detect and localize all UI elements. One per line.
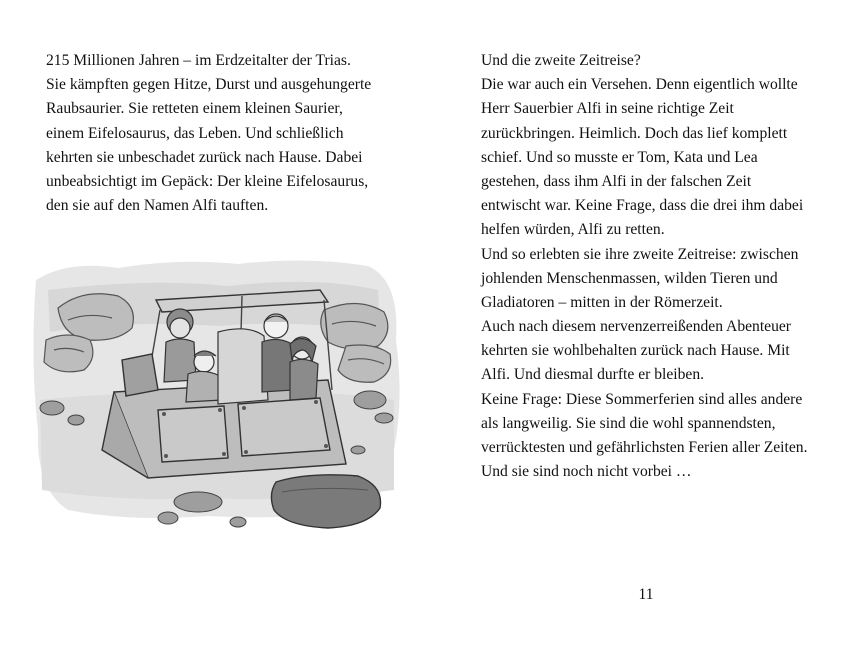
left-page xyxy=(0,0,426,648)
foreground-boulder xyxy=(271,475,380,528)
text-line: Alfi. Und diesmal durfte er bleiben. xyxy=(481,366,705,384)
text-line: Und so erlebten sie ihre zweite Zeitreise: zwischen xyxy=(481,245,799,263)
right-page-text xyxy=(481,49,807,484)
page-number: 11 xyxy=(638,586,654,603)
text-line: Und sie sind noch nicht vorbei … xyxy=(481,463,692,481)
text-line: Keine Frage: Diese Sommerferien sind alles andere xyxy=(481,390,803,408)
text-line: unbeabsichtigt im Gepäck: Der kleine Eifelosaurus, xyxy=(46,172,369,190)
text-line: Gladiatoren – mitten in der Römerzeit. xyxy=(481,293,723,311)
text-line: den sie auf den Namen Alfi tauften. xyxy=(46,197,269,215)
text-line: entwischt war. Keine Frage, dass die drei ihm dabei xyxy=(481,197,804,215)
text-line: als langweilig. Sie sind die wohl spannendsten, xyxy=(481,414,776,432)
text-line: Raubsaurier. Sie retteten einem kleinen Saurier, xyxy=(46,100,343,118)
text-line: 215 Millionen Jahren – im Erdzeitalter der Trias. xyxy=(46,52,351,69)
text-line: Die war auch ein Versehen. Denn eigentlich wollte xyxy=(481,76,798,94)
text-line: kehrten sie wohlbehalten zurück nach Hause. Mit xyxy=(481,342,790,360)
time-machine-illustration xyxy=(28,250,406,550)
text-line: verrücktesten und gefährlichsten Ferien aller Zeiten. xyxy=(481,439,808,456)
text-line: johlenden Menschenmassen, wilden Tieren und xyxy=(481,269,778,287)
right-page xyxy=(426,0,853,648)
text-line: gestehen, dass ihm Alfi in der falschen Zeit xyxy=(481,172,752,190)
text-line: einem Eifelosaurus, das Leben. Und schließlich xyxy=(46,124,344,142)
text-line: kehrten sie unbeschadet zurück nach Hause. Dabei xyxy=(46,148,363,166)
text-line: Auch nach diesem nervenzerreißenden Abenteuer xyxy=(481,318,791,336)
text-line: zurückbringen. Heimlich. Doch das lief komplett xyxy=(481,124,788,142)
text-line: Und die zweite Zeitreise? xyxy=(481,52,641,69)
left-page-text xyxy=(46,49,371,218)
text-line: Sie kämpften gegen Hitze, Durst und ausgehungerte xyxy=(46,76,372,94)
text-line: helfen würden, Alfi zu retten. xyxy=(481,221,665,239)
text-line: schief. Und so musste er Tom, Kata und Lea xyxy=(481,148,758,166)
text-line: Herr Sauerbier Alfi in seine richtige Zeit xyxy=(481,100,734,118)
